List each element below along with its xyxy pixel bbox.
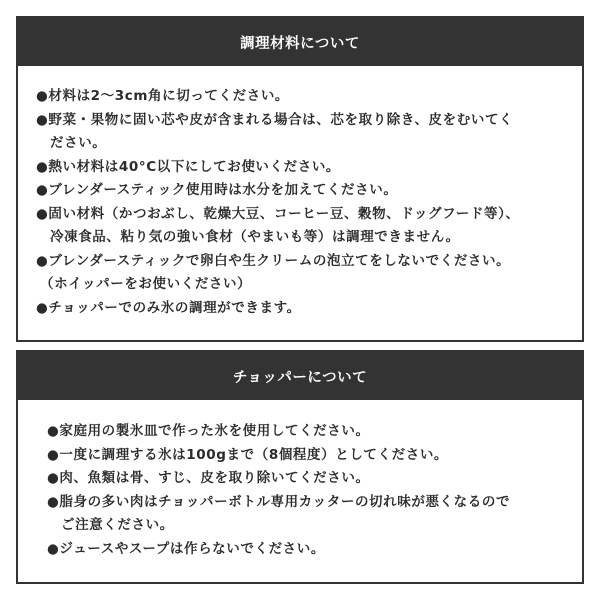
materials-note-core-skin-cont: ださい。 <box>50 135 107 151</box>
materials-note-core-skin: ●野菜・果物に固い芯や皮が含まれる場合は、芯を取り除き、皮をむいてく <box>36 111 514 128</box>
chopper-section <box>16 350 584 584</box>
materials-notes <box>18 66 582 320</box>
materials-note-ice: ●チョッパーでのみ氷の調理ができます。 <box>36 299 301 316</box>
materials-note-whipping: ●ブレンダースティックで卵白や生クリームの泡立てをしないでください。 <box>36 252 511 269</box>
materials-note-temperature: ●熱い材料は40°C以下にしてお使いください。 <box>36 158 341 175</box>
chopper-notes <box>18 400 582 561</box>
chopper-section-title: チョッパーについて <box>18 352 582 400</box>
chopper-note-fatty-meat-cont: ご注意ください。 <box>61 517 174 533</box>
chopper-note-ice-amount: ●一度に調理する氷は100gまで（8個程度）としてください。 <box>47 446 449 463</box>
materials-note-hard-items-cont: 冷凍食品、粘り気の強い食材（やまいも等）は調理できません。 <box>50 229 460 245</box>
materials-section <box>16 16 584 342</box>
materials-note-liquid: ●ブレンダースティック使用時は水分を加えてください。 <box>36 182 398 198</box>
materials-note-size: ●材料は2〜3cm角に切ってください。 <box>36 88 290 104</box>
materials-section-title: 調理材料について <box>18 18 582 66</box>
chopper-note-fatty-meat: ●脂身の多い肉はチョッパーボトル専用カッターの切れ味が悪くなるので <box>47 493 511 510</box>
chopper-note-ice-tray: ●家庭用の製氷皿で作った氷を使用してください。 <box>47 423 370 439</box>
chopper-note-juice-soup: ●ジュースやスープは作らないでください。 <box>47 540 325 557</box>
chopper-note-meat-fish: ●肉、魚類は骨、すじ、皮を取り除いてください。 <box>47 470 370 486</box>
materials-note-hard-items: ●固い材料（かつおぶし、乾燥大豆、コーヒー豆、穀物、ドッグフード等）、 <box>36 205 520 222</box>
materials-note-whipper: （ホイッパーをお使いください） <box>40 276 252 292</box>
